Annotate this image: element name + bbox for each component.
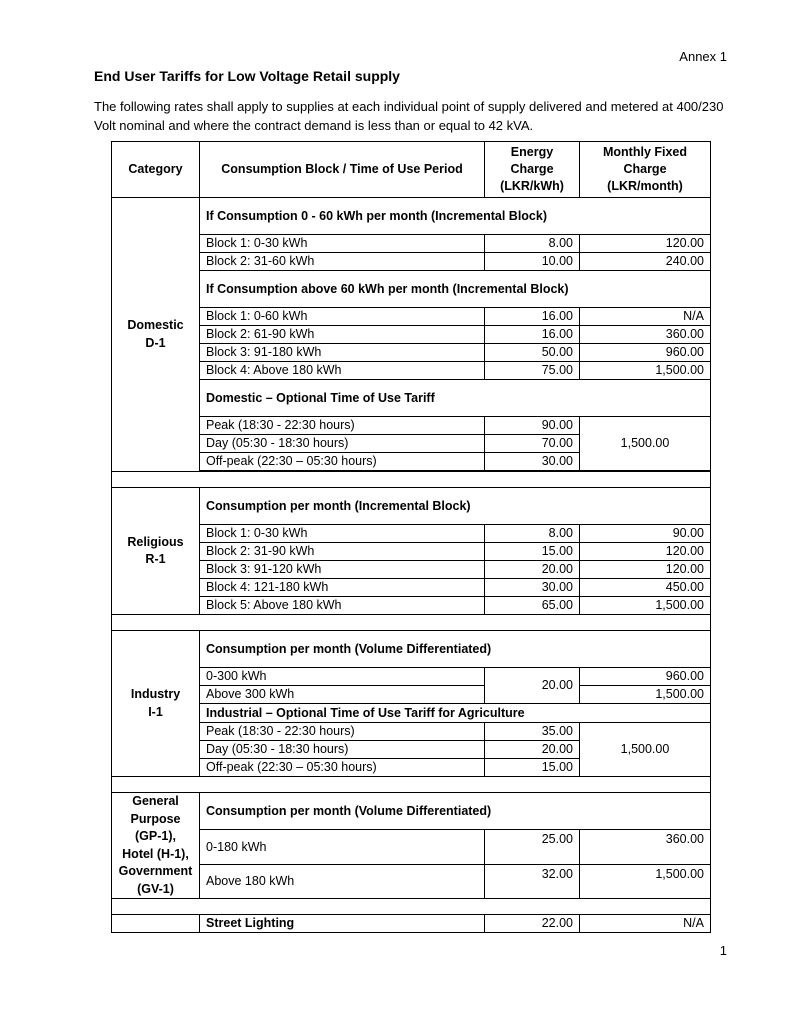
section-religious: Consumption per month (Incremental Block) xyxy=(200,488,711,525)
street-lighting-label: Street Lighting xyxy=(200,915,485,933)
table-row: Block 4: Above 180 kWh 75.00 1,500.00 xyxy=(112,362,711,380)
table-row: Day (05:30 - 18:30 hours) 20.00 xyxy=(112,741,711,759)
table-row: Day (05:30 - 18:30 hours) 70.00 xyxy=(112,435,711,453)
spacer-row xyxy=(112,899,711,915)
category-general: General Purpose (GP-1), Hotel (H-1), Government (GV-1) xyxy=(112,793,200,899)
table-row: Block 3: 91-120 kWh 20.00 120.00 xyxy=(112,561,711,579)
tariff-table xyxy=(111,141,711,933)
table-header-row xyxy=(112,142,711,198)
table-row: Block 5: Above 180 kWh 65.00 1,500.00 xyxy=(112,597,711,615)
table-row: Block 4: 121-180 kWh 30.00 450.00 xyxy=(112,579,711,597)
table-row: Block 1: 0-30 kWh 8.00 120.00 xyxy=(112,235,711,253)
table-row: Block 2: 31-90 kWh 15.00 120.00 xyxy=(112,543,711,561)
section-domestic-tou: Domestic – Optional Time of Use Tariff xyxy=(200,380,711,417)
annex-label: Annex 1 xyxy=(679,49,727,64)
table-row: Off-peak (22:30 – 05:30 hours) 15.00 xyxy=(112,759,711,777)
section-general: Consumption per month (Volume Differentiated) xyxy=(200,793,711,830)
table-row: Street Lighting 22.00 N/A xyxy=(112,915,711,933)
section-domestic-low: If Consumption 0 - 60 kWh per month (Incremental Block) xyxy=(200,198,711,235)
industry-volume-energy: 20.00 xyxy=(485,668,580,704)
spacer-row xyxy=(112,615,711,631)
table-row: Above 180 kWh 32.00 1,500.00 xyxy=(112,864,711,898)
table-row: Above 300 kWh 1,500.00 xyxy=(112,686,711,704)
table-row: Block 2: 61-90 kWh 16.00 360.00 xyxy=(112,326,711,344)
category-domestic: Domestic D-1 xyxy=(112,198,200,472)
table-row: Block 1: 0-30 kWh 8.00 90.00 xyxy=(112,525,711,543)
category-religious: Religious R-1 xyxy=(112,488,200,615)
intro-paragraph: The following rates shall apply to supplies at each individual point of supply delivered and metered at 400/230 Volt nominal and where the contract demand is less than or equal to 42 kVA. xyxy=(94,99,724,133)
page-number: 1 xyxy=(719,943,727,958)
spacer-row xyxy=(112,472,711,488)
table-row: 0-180 kWh 25.00 360.00 xyxy=(112,830,711,864)
table-row: Peak (18:30 - 22:30 hours) 90.00 1,500.00 xyxy=(112,417,711,435)
header-energy: Energy Charge (LKR/kWh) xyxy=(485,142,580,198)
section-industry-volume: Consumption per month (Volume Differentiated) xyxy=(200,631,711,668)
industry-tou-fixed: 1,500.00 xyxy=(580,723,711,777)
table-row: 0-300 kWh 20.00 960.00 xyxy=(112,668,711,686)
section-domestic-high: If Consumption above 60 kWh per month (Incremental Block) xyxy=(200,271,711,308)
category-industry: Industry I-1 xyxy=(112,631,200,777)
section-industry-tou: Industrial – Optional Time of Use Tariff for Agriculture xyxy=(200,704,711,723)
header-fixed: Monthly Fixed Charge (LKR/month) xyxy=(580,142,711,198)
header-category: Category xyxy=(112,142,200,198)
domestic-tou-fixed: 1,500.00 xyxy=(580,417,711,471)
table-row: Off-peak (22:30 – 05:30 hours) 30.00 xyxy=(112,453,711,471)
table-row: Block 3: 91-180 kWh 50.00 960.00 xyxy=(112,344,711,362)
document-title: End User Tariffs for Low Voltage Retail supply xyxy=(94,68,400,84)
table-row: Block 2: 31-60 kWh 10.00 240.00 xyxy=(112,253,711,271)
header-block: Consumption Block / Time of Use Period xyxy=(200,142,485,198)
table-row: Peak (18:30 - 22:30 hours) 35.00 1,500.00 xyxy=(112,723,711,741)
table-row: Block 1: 0-60 kWh 16.00 N/A xyxy=(112,308,711,326)
spacer-row xyxy=(112,777,711,793)
